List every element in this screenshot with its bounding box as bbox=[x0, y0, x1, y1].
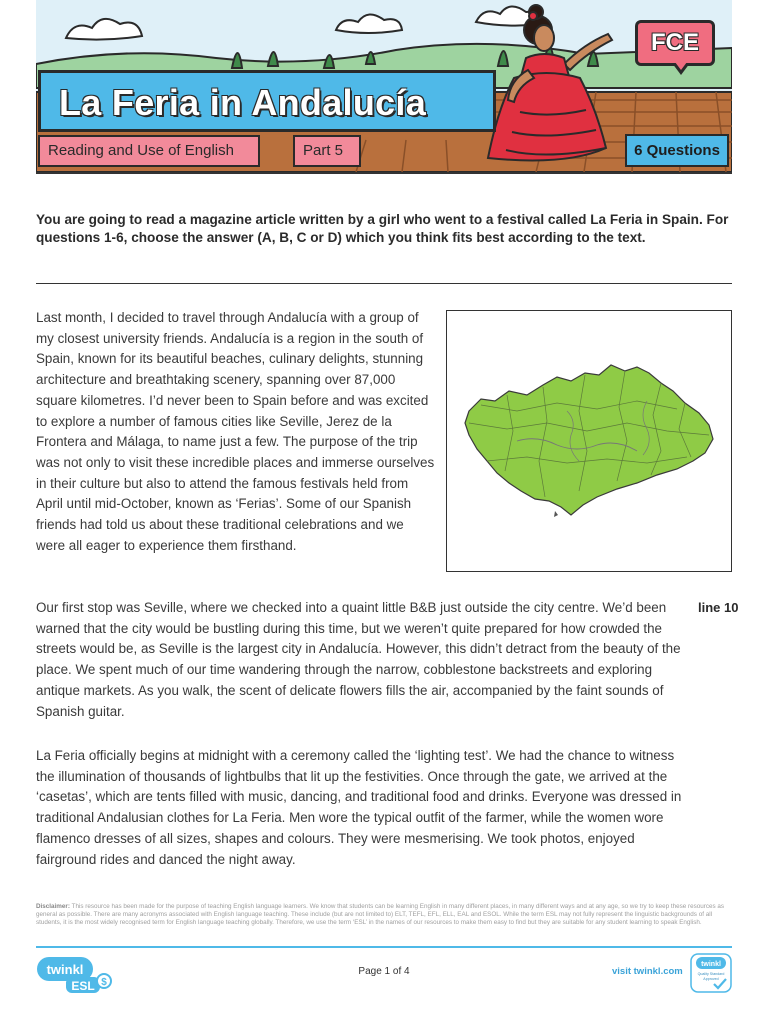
disclaimer-text: This resource has been made for the purpose of teaching English language learners. We know that students can be learning English in many different places, in many different ways and at any age, so we try to keep these resources as general as possible. There are many acronyms associated with English language teaching. These include (but are not limited to) ELT, TEFL, EFL, ELL, EAL and ESOL. While the term ESL may not fully represent the linguistic backgrounds of all students, it is the most widely recognised term for English language teaching globally. Therefore, we use the term ‘ESL’ in the names of our resources to make them easy to find but they are suitable for any student learning to speak English. bbox=[36, 903, 725, 926]
visit-link[interactable]: visit twinkl.com bbox=[612, 966, 683, 977]
header-banner bbox=[36, 0, 732, 174]
disclaimer-label: Disclaimer: bbox=[36, 903, 70, 910]
footer-divider bbox=[36, 946, 732, 948]
level-badge-tail-fill bbox=[675, 62, 687, 70]
level-badge: FCE bbox=[635, 20, 715, 66]
svg-text:Quality Standard: Quality Standard bbox=[697, 972, 725, 976]
svg-text:$: $ bbox=[101, 977, 107, 988]
instructions: You are going to read a magazine article written by a girl who went to a festival called La Feria in Spain. For questions 1-6, choose the answer (A, B, C or D) which you think fits best according to the text. bbox=[36, 212, 729, 245]
quality-standard-badge bbox=[690, 953, 732, 993]
part-label: Part 5 bbox=[293, 135, 361, 167]
subtitle-label: Reading and Use of English bbox=[38, 135, 260, 167]
page-number: Page 1 of 4 bbox=[358, 966, 410, 977]
logo-text: twinkl bbox=[46, 962, 84, 977]
article-paragraph-3: La Feria officially begins at midnight with a ceremony called the ‘lighting test’. We had the chance to witness the illumination of thousands of lightbulbs that lit up the festivities. Once through the gate, we arrived at the ‘casetas’, which are tents filled with music, dancing, and traditional food and drinks. Everyone was dressed in traditional Andalusian clothes for La Feria. Men wore the typical outfit of the farmer, while the women wore flamenco dresses of all sizes, shapes and colours. They were mesmerising. We took photos, enjoyed fairground rides and danced the night away. bbox=[36, 748, 682, 867]
map-frame bbox=[446, 310, 732, 572]
question-range: 1-6 bbox=[103, 230, 124, 245]
andalucia-map-icon bbox=[447, 311, 730, 570]
answer-options: A, B, C or D bbox=[261, 230, 338, 245]
svg-text:Approved: Approved bbox=[703, 977, 719, 981]
article-paragraph-2: Our first stop was Seville, where we checked into a quaint little B&B just outside the city centre. We’d been warned that the city would be bustling during this time, but we weren’t quite prepared for how crowded the streets would be, as Seville is the largest city in Andalucía. However, this didn’t detract from the beauty of the place. We spent much of our time wandering through the narrow, cobblestone backstreets and exploring antique markets. As you walk, the scent of delicate flowers fills the air, accompanied by the faint sounds of Spanish guitar. bbox=[36, 600, 681, 719]
disclaimer bbox=[36, 903, 732, 927]
logo-sub: ESL bbox=[71, 979, 95, 993]
badge-text: twinkl bbox=[701, 961, 721, 968]
questions-badge: 6 Questions bbox=[625, 134, 729, 167]
section-divider bbox=[36, 283, 732, 284]
title-box bbox=[38, 70, 496, 132]
line-marker: line 10 bbox=[698, 600, 739, 615]
article-paragraph-1: Last month, I decided to travel through Andalucía with a group of my closest university friends. Andalucía is a region in the south of Spain, known for its beautiful beaches, culinary delights, stunning architecture and breathtaking scenery, spanning over 87,000 square kilometres. I’d never been to Spain before and was excited to explore a number of famous cities like Seville, Jerez de la Frontera and Málaga, to name just a few. The purpose of the trip was not only to visit these incredible places and immerse ourselves in their culture but also to attend the famous festivals held from April until mid-October, known as ‘Ferias’. Some of our Spanish friends had told us about these traditional celebrations and we were all eager to experience them firsthand. bbox=[36, 310, 435, 553]
page-title: La Feria in Andalucía bbox=[59, 82, 427, 123]
